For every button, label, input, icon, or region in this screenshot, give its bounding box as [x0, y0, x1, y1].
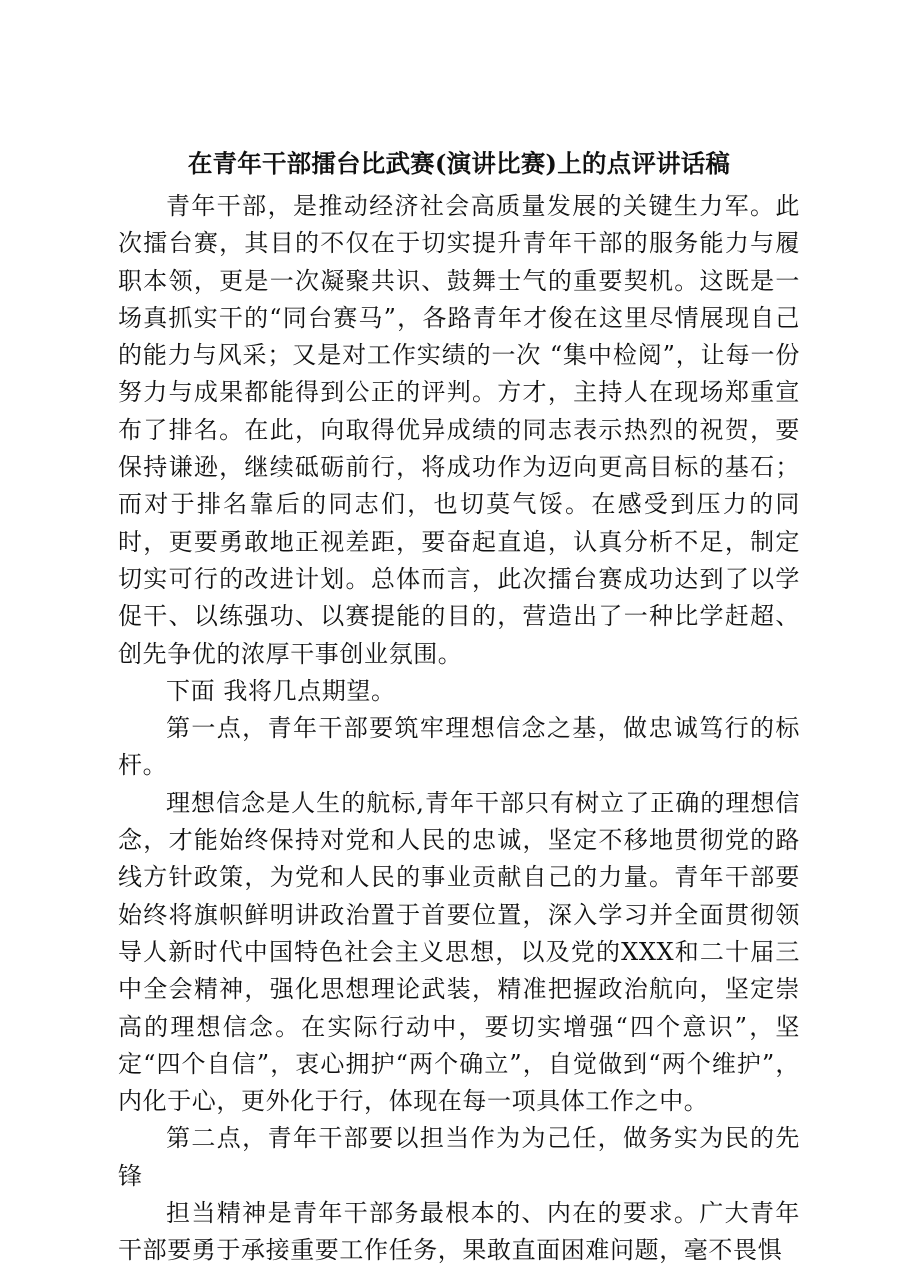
- paragraph-transition: 下面 我将几点期望。: [166, 676, 396, 705]
- paragraph-intro: 青年干部，是推动经济社会高质量发展的关键生力军。此次擂台赛，其目的不仅在于切实提升青年干部的服务能力与履职本领，更是一次凝聚共识、鼓舞士气的重要契机。这既是一场真抓实干的“同台赛马”，各路青年才俊在这里尽情展现自己的能力与风采；又是对工作实绩的一次 “集中检阅”，让每一份努力与成果都能得到公正的评判。方才，主持人在现场郑重宣布了排名。在此，向取得优异成绩的同志表示热烈的祝贺，要保持谦逊，继续砥砺前行，将成功作为迈向更高目标的基石；而对于排名靠后的同志们，也切莫气馁。在感受到压力的同时，更要勇敢地正视差距，要奋起直追，认真分析不足，制定切实可行的改进计划。总体而言，此次擂台赛成功达到了以学促干、以练强功、以赛提能的目的，营造出了一种比学赶超、创先争优的浓厚干事创业氛围。: [118, 192, 800, 668]
- paragraph-point-two: 担当精神是青年干部务最根本的、内在的要求。广大青年干部要勇于承接重要工作任务，果敢直面困难问题，毫不畏惧: [118, 1199, 800, 1265]
- heading-point-two: 第二点，青年干部要以担当作为为己任，做务实为民的先锋: [118, 1124, 800, 1190]
- document-title: 在青年干部擂台比武赛(演讲比赛)上的点评讲话稿: [187, 149, 731, 178]
- document-body: [118, 140, 800, 1270]
- paragraph-point-one: 理想信念是人生的航标,青年干部只有树立了正确的理想信念，才能始终保持对党和人民的忠诚，坚定不移地贯彻党的路线方针政策，为党和人民的事业贡献自己的力量。青年干部要始终将旗帜鲜明讲政治置于首要位置，深入学习并全面贯彻领导人新时代中国特色社会主义思想，以及党的XXX和二十届三中全会精神，强化思想理论武装，精准把握政治航向，坚定崇高的理想信念。在实际行动中，要切实增强“四个意识”，坚定“四个自信”，衷心拥护“两个确立”，自觉做到“两个维护”，内化于心，更外化于行，体现在每一项具体工作之中。: [118, 788, 800, 1116]
- heading-point-one: 第一点，青年干部要筑牢理想信念之基，做忠诚笃行的标杆。: [118, 714, 800, 780]
